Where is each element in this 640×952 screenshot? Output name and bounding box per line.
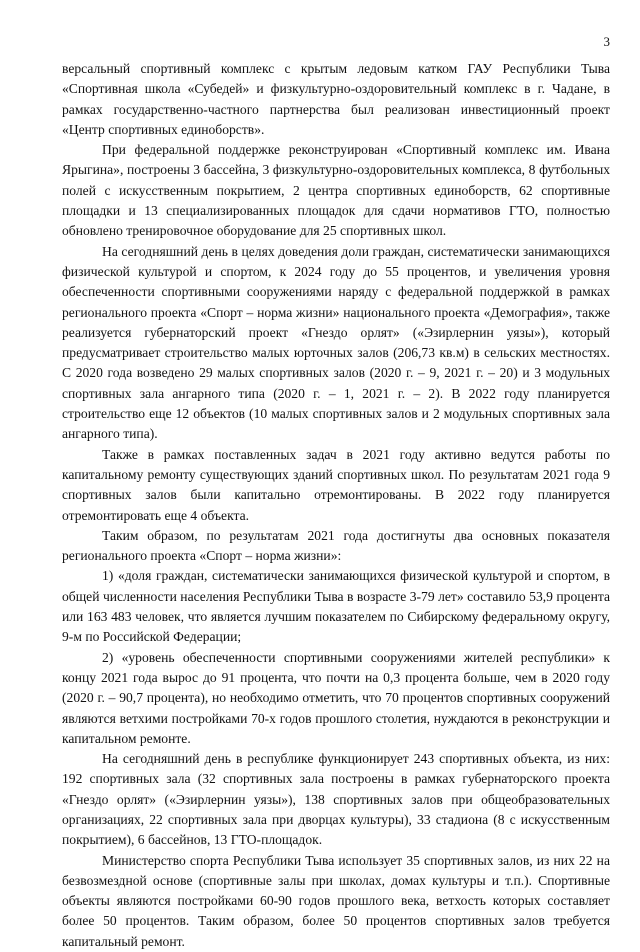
paragraph-8: На сегодняшний день в республике функционирует 243 спортивных объекта, из них: 192 спортивных зала (32 спортивных зала построены в рамках губернаторского проекта «Гнездо орлят» («Эзирлернин уязы»), 138 спортивных залов при общеобразовательных организациях, 22 спортивных зала при дворцах культуры), 33 стадиона (8 с искусственным покрытием), 6 бассейнов, 13 ГТО-площадок. [62,751,610,848]
paragraph-2: При федеральной поддержке реконструирован «Спортивный комплекс им. Ивана Ярыгина», построены 3 бассейна, 3 физкультурно-оздоровительных комплекса, 8 футбольных полей с искусственным покрытием, 2 центра спортивных единоборств, 62 спортивные площадки и 13 специализированных площадок для сдачи нормативов ГТО, полностью обновлено тренировочное оборудование для 25 спортивных школ. [62,142,610,239]
paragraph-9: Министерство спорта Республики Тыва использует 35 спортивных залов, из них 22 на безвозмездной основе (спортивные залы при школах, домах культуры и т.п.). Спортивные объекты являются постройками 60-90 годов прошлого века, ветхость которых составляет более 50 процентов. Таким образом, более 50 процентов спортивных залов требуется капитальный ремонт. [62,852,610,949]
paragraph-1: версальный спортивный комплекс с крытым ледовым катком ГАУ Республики Тыва «Спортивная школа «Субедей» и физкультурно-оздоровительный комплекс в г. Чадане, в рамках государственно-частного партнерства был реализован инвестиционный проект «Центр спортивных единоборств». [62,61,610,137]
paragraph-4: Также в рамках поставленных задач в 2021 году активно ведутся работы по капитальному ремонту существующих зданий спортивных школ. По результатам 2021 года 9 спортивных залов были капитально отремонтированы. В 2022 году планируется отремонтировать еще 4 объекта. [62,446,610,523]
paragraph-6: 1) «доля граждан, систематически занимающихся физической культурой и спортом, в общей численности населения Республики Тыва в возрасте 3-79 лет» составило 53,9 процента или 163 483 человек, что является лучшим показателем по Сибирскому федеральному округу, 9-м по Российской Федерации; [62,568,610,645]
paragraph-7: 2) «уровень обеспеченности спортивными сооружениями жителей республики» к концу 2021 года вырос до 91 процента, что почти на 0,3 процента больше, чем в 2020 году (2020 г. – 90,7 процента), но необходимо отметить, что 70 процентов спортивных сооружений являются ветхими постройками 70-х годов прошлого столетия, нуждаются в реконструкции и капитальном ремонте. [62,649,610,746]
page-number: 3 [603,34,610,49]
body-text [62,59,610,952]
paragraph-5: Таким образом, по результатам 2021 года достигнуты два основных показателя регионального проекта «Спорт – норма жизни»: [62,527,610,564]
paragraph-3: На сегодняшний день в целях доведения доли граждан, систематически занимающихся физической культурой и спортом, к 2024 году до 55 процентов, и увеличения уровня обеспеченности спортивными сооружениями наряду с федеральной поддержкой в рамках регионального проекта «Спорт – норма жизни» национального проекта «Демография», также реализуется губернаторский проект «Гнездо орлят» («Эзирлернин уязы»), который предусматривает строительство малых юрточных залов (206,73 кв.м) в сельских местностях. С 2020 года возведено 29 малых спортивных залов (2020 г. – 9, 2021 г. – 20) и 3 модульных спортивных зала ангарного типа (2020 г. – 1, 2021 г. – 2). В 2022 году планируется строительство еще 12 объектов (10 малых спортивных залов и 2 модульных спортивных зала ангарного типа). [62,243,610,442]
